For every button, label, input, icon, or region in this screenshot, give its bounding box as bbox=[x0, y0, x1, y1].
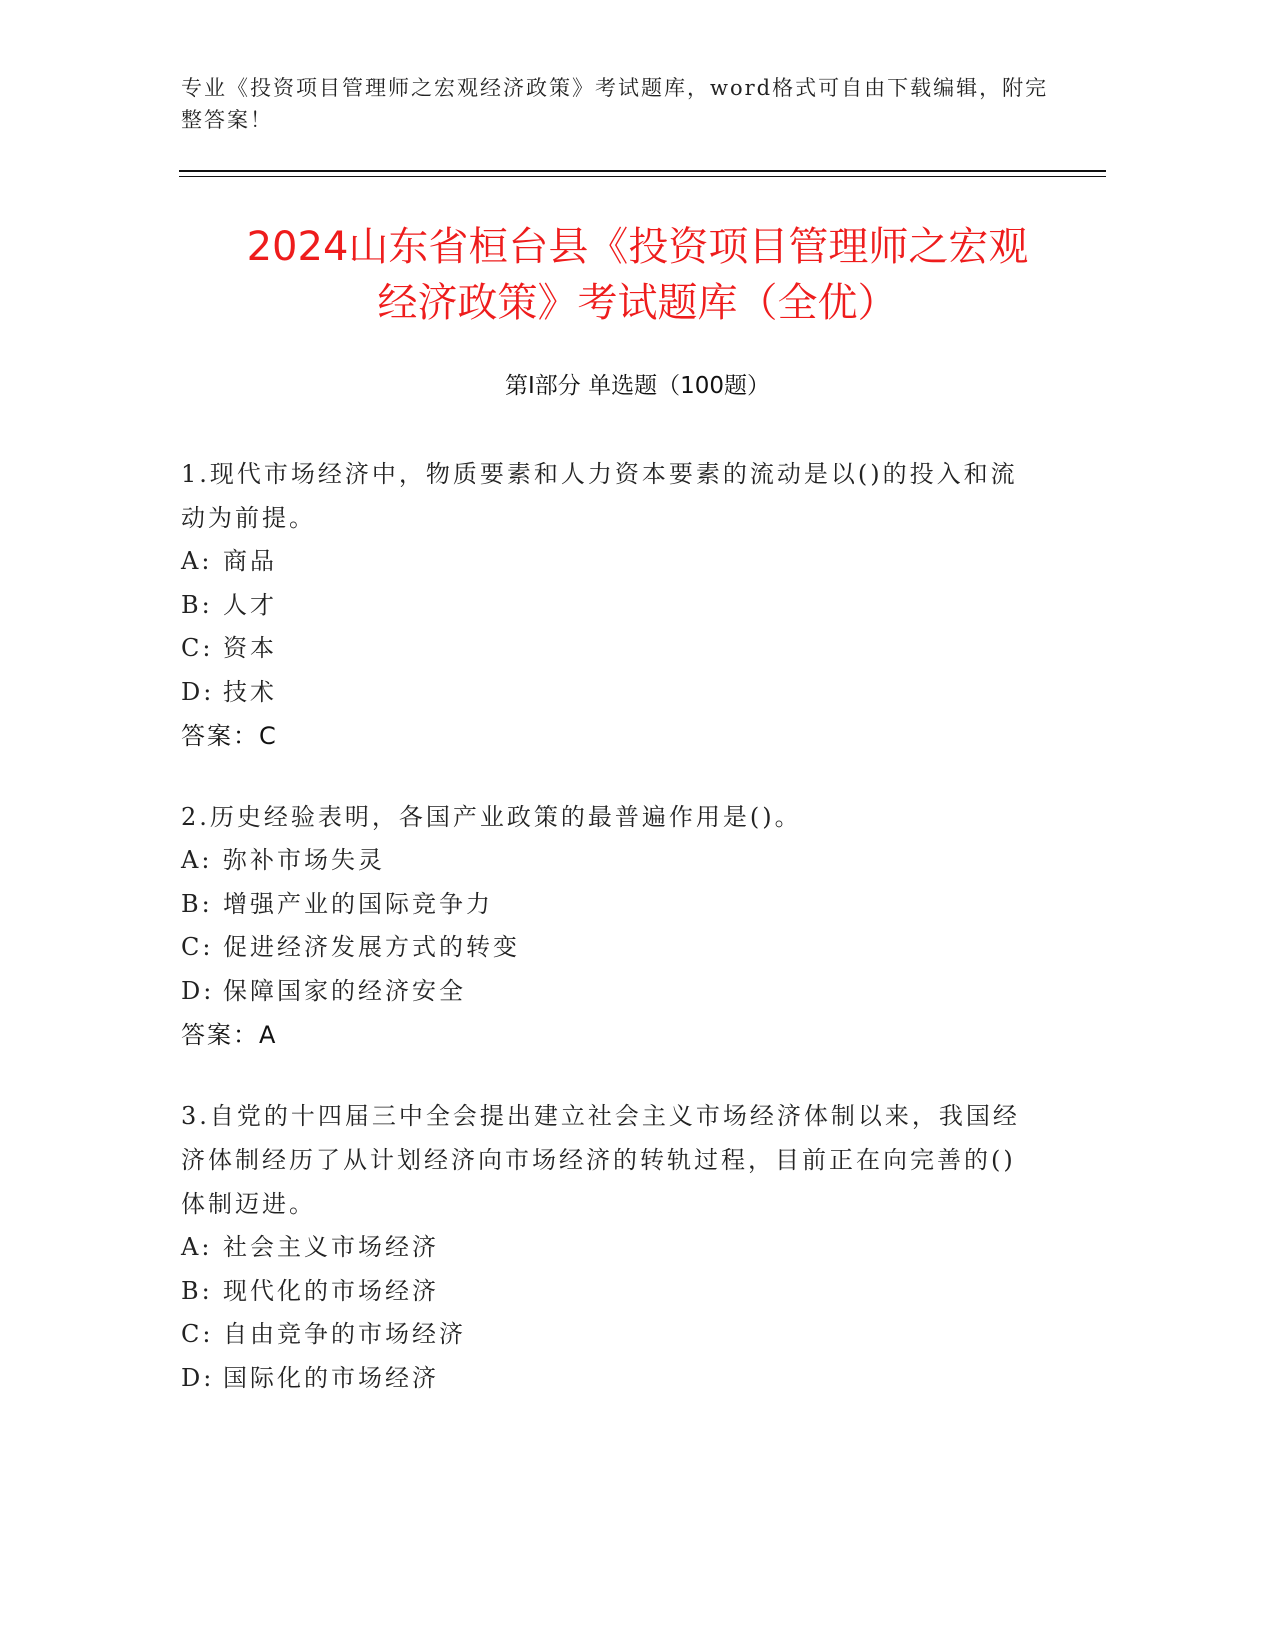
option-text: 国际化的市场经济 bbox=[223, 1363, 439, 1392]
option-key: D: bbox=[181, 1363, 215, 1392]
option-text: 商品 bbox=[223, 547, 277, 575]
question-2 bbox=[181, 795, 1021, 1057]
header-divider-thick bbox=[179, 170, 1106, 172]
option-text: 现代化的市场经济 bbox=[223, 1276, 439, 1305]
option-key: D: bbox=[181, 976, 215, 1005]
option-text: 弥补市场失灵 bbox=[223, 846, 385, 874]
option-text: 促进经济发展方式的转变 bbox=[223, 933, 520, 961]
header-note: 专业《投资项目管理师之宏观经济政策》考试题库，word格式可自由下载编辑，附完整答案！ bbox=[181, 76, 1049, 132]
question-text: 1.现代市场经济中，物质要素和人力资本要素的流动是以()的投入和流动为前提。 bbox=[181, 460, 1018, 532]
option-d bbox=[181, 1357, 1021, 1401]
option-text: 社会主义市场经济 bbox=[223, 1233, 439, 1261]
option-a bbox=[181, 540, 1021, 584]
question-3 bbox=[181, 1094, 1021, 1400]
option-key: B: bbox=[181, 889, 213, 918]
option-text: 保障国家的经济安全 bbox=[223, 976, 466, 1005]
document-title-line-2: 经济政策》考试题库（全优） bbox=[377, 280, 898, 326]
option-key: B: bbox=[181, 590, 213, 619]
option-a bbox=[181, 839, 1021, 883]
option-key: C: bbox=[181, 634, 214, 662]
option-text: 资本 bbox=[223, 634, 277, 662]
option-text: 增强产业的国际竞争力 bbox=[223, 889, 493, 918]
answer-label: 答案：A bbox=[181, 1021, 278, 1049]
option-b bbox=[181, 584, 1021, 628]
option-d bbox=[181, 970, 1021, 1014]
option-key: D: bbox=[181, 677, 215, 706]
answer-label: 答案：C bbox=[181, 722, 278, 750]
option-text: 自由竞争的市场经济 bbox=[223, 1320, 466, 1348]
section-title: 第Ⅰ部分 单选题（100题） bbox=[505, 373, 770, 399]
option-key: C: bbox=[181, 1320, 214, 1348]
question-text: 2.历史经验表明，各国产业政策的最普遍作用是()。 bbox=[181, 803, 802, 831]
option-c bbox=[181, 926, 1021, 970]
option-text: 技术 bbox=[223, 677, 277, 706]
option-key: B: bbox=[181, 1276, 213, 1305]
question-text: 3.自党的十四届三中全会提出建立社会主义市场经济体制以来，我国经济体制经历了从计划经济向市场经济的转轨过程，目前正在向完善的()体制迈进。 bbox=[181, 1102, 1020, 1218]
document-title bbox=[150, 219, 1125, 331]
question-1 bbox=[181, 452, 1021, 758]
option-key: A: bbox=[181, 547, 213, 575]
option-key: C: bbox=[181, 933, 214, 961]
question-list bbox=[181, 452, 1021, 1437]
header-divider-thin bbox=[179, 176, 1106, 177]
option-text: 人才 bbox=[223, 590, 277, 619]
option-c bbox=[181, 627, 1021, 671]
option-c bbox=[181, 1313, 1021, 1357]
option-d bbox=[181, 671, 1021, 715]
option-b bbox=[181, 1270, 1021, 1314]
option-key: A: bbox=[181, 846, 213, 874]
option-a bbox=[181, 1226, 1021, 1270]
document-title-line-1: 2024山东省桓台县《投资项目管理师之宏观 bbox=[246, 224, 1029, 270]
option-key: A: bbox=[181, 1233, 213, 1261]
option-b bbox=[181, 883, 1021, 927]
